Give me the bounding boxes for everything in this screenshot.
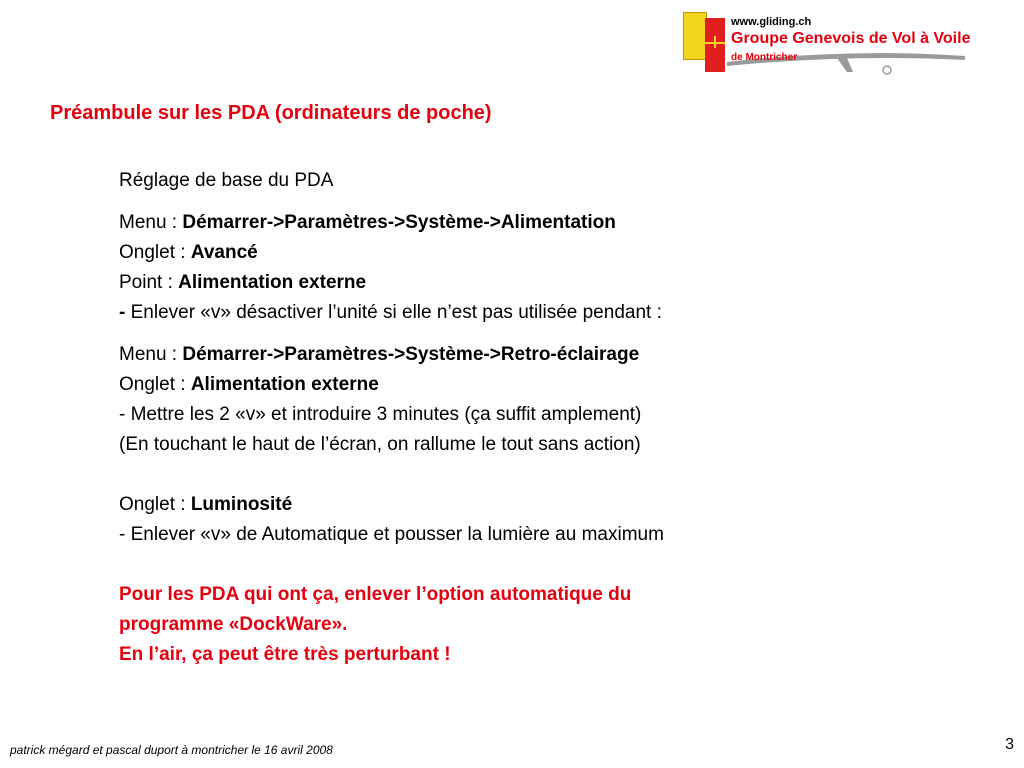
block2-menu: Menu : Démarrer->Paramètres->Système->Retro-éclairage [119, 344, 640, 365]
block1-point: Point : Alimentation externe [119, 272, 367, 293]
block1-tab: Onglet : Avancé [119, 242, 258, 263]
logo-org-name: Groupe Genevois de Vol à Voile [731, 30, 971, 47]
block2-tab: Onglet : Alimentation externe [119, 374, 379, 395]
page-number: 3 [1005, 736, 1014, 753]
section-heading: Réglage de base du PDA [119, 170, 334, 191]
block3-tab: Onglet : Luminosité [119, 494, 293, 515]
slide-title: Préambule sur les PDA (ordinateurs de poche) [50, 102, 492, 124]
block1-instruction: - Enlever «v» désactiver l’unité si elle n’est pas utilisée pendant : [119, 302, 662, 323]
logo-url: www.gliding.ch [731, 16, 812, 28]
club-logo [683, 12, 1013, 72]
warning-line-3: En l’air, ça peut être très perturbant ! [119, 644, 451, 665]
warning-line-1: Pour les PDA qui ont ça, enlever l’option automatique du [119, 584, 632, 605]
block3-instruction: - Enlever «v» de Automatique et pousser la lumière au maximum [119, 524, 664, 545]
logo-location: de Montricher [731, 52, 798, 63]
slide-content [119, 166, 879, 670]
block1-menu: Menu : Démarrer->Paramètres->Système->Alimentation [119, 212, 616, 233]
flag-yellow-icon [683, 12, 707, 60]
block2-instruction-2: (En touchant le haut de l’écran, on rallume le tout sans action) [119, 434, 641, 455]
block2-instruction-1: - Mettre les 2 «v» et introduire 3 minutes (ça suffit amplement) [119, 404, 642, 425]
warning-line-2: programme «DockWare». [119, 614, 348, 635]
footer-credit: patrick mégard et pascal duport à montricher le 16 avril 2008 [10, 743, 333, 757]
